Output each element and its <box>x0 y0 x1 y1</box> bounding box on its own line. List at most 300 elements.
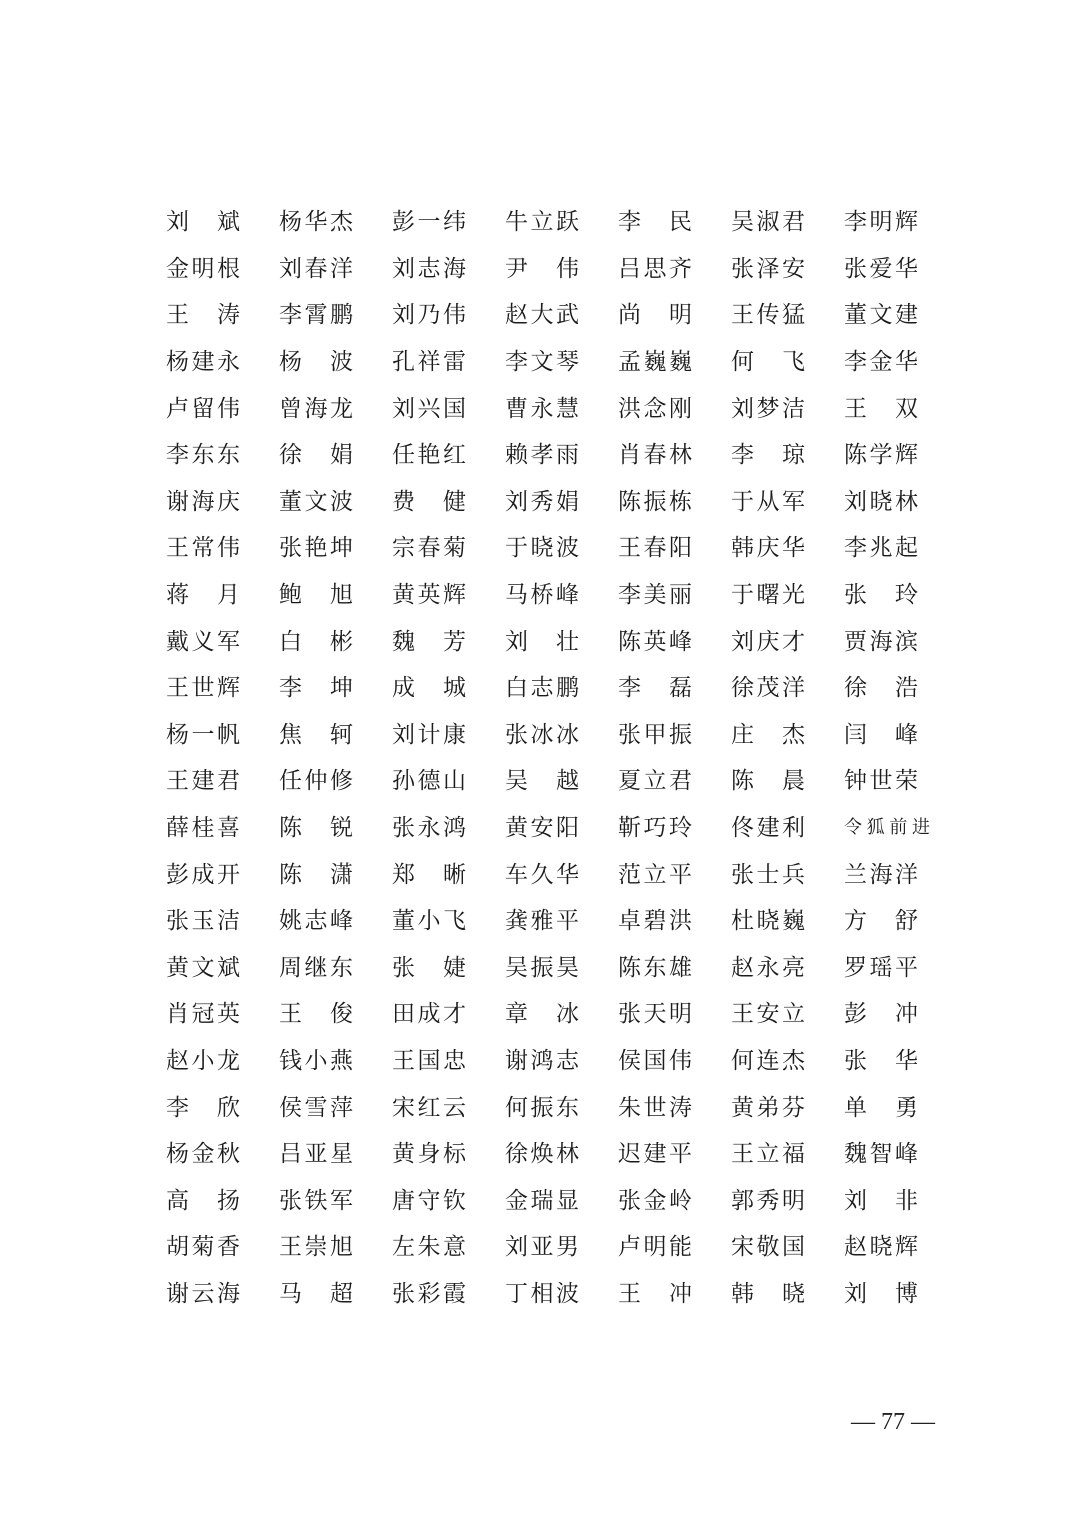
name-cell <box>392 1139 505 1169</box>
name-cell <box>618 906 731 936</box>
name-cell <box>392 207 505 237</box>
name-cell <box>844 394 957 424</box>
person-name: 吴振昊 <box>505 954 579 981</box>
person-name: 白志鹏 <box>505 675 579 702</box>
name-cell <box>618 766 731 796</box>
name-row <box>166 1224 946 1271</box>
person-name: 陈 晨 <box>731 768 805 795</box>
name-cell <box>279 673 392 703</box>
name-cell <box>731 1232 844 1262</box>
person-name: 孙德山 <box>392 768 466 795</box>
name-cell <box>731 254 844 284</box>
person-name: 马桥峰 <box>505 582 579 609</box>
name-row <box>166 339 946 386</box>
name-cell <box>166 254 279 284</box>
name-cell <box>505 1232 618 1262</box>
name-cell <box>731 440 844 470</box>
name-cell <box>731 580 844 610</box>
person-name: 谢鸿志 <box>505 1047 579 1074</box>
person-name: 吕思齐 <box>618 255 692 282</box>
name-row <box>166 1038 946 1085</box>
name-cell <box>618 394 731 424</box>
person-name: 庄 杰 <box>731 721 805 748</box>
name-cell <box>505 720 618 750</box>
name-cell <box>618 673 731 703</box>
name-cell <box>392 580 505 610</box>
person-name: 黄弟芬 <box>731 1094 805 1121</box>
person-name: 肖春林 <box>618 442 692 469</box>
name-cell <box>392 1232 505 1262</box>
person-name: 成 城 <box>392 675 466 702</box>
page-number: — 77 — <box>851 1409 935 1435</box>
person-name: 白 彬 <box>279 628 353 655</box>
name-cell <box>279 1186 392 1216</box>
name-cell <box>618 627 731 657</box>
name-cell <box>618 1232 731 1262</box>
name-cell <box>618 1046 731 1076</box>
person-name: 刘春洋 <box>279 255 353 282</box>
person-name: 姚志峰 <box>279 908 353 935</box>
person-name: 张泽安 <box>731 255 805 282</box>
name-cell <box>279 580 392 610</box>
name-cell <box>279 487 392 517</box>
name-row <box>166 385 946 432</box>
person-name: 任仲修 <box>279 768 353 795</box>
name-cell <box>505 999 618 1029</box>
name-cell <box>279 813 392 843</box>
name-cell <box>279 1139 392 1169</box>
name-cell <box>392 627 505 657</box>
person-name: 尹 伟 <box>505 255 579 282</box>
name-cell <box>505 1093 618 1123</box>
person-name: 李 磊 <box>618 675 692 702</box>
name-cell <box>279 906 392 936</box>
name-cell <box>279 347 392 377</box>
name-cell <box>279 533 392 563</box>
name-cell <box>844 487 957 517</box>
name-cell <box>731 533 844 563</box>
name-cell <box>166 860 279 890</box>
person-name: 侯国伟 <box>618 1047 692 1074</box>
person-name: 章 冰 <box>505 1001 579 1028</box>
person-name: 李 坤 <box>279 675 353 702</box>
person-name: 卢明能 <box>618 1234 692 1261</box>
person-name: 杨金秋 <box>166 1141 240 1168</box>
person-name: 陈东雄 <box>618 954 692 981</box>
person-name: 陈英峰 <box>618 628 692 655</box>
person-name: 吴淑君 <box>731 209 805 236</box>
person-name: 张冰冰 <box>505 721 579 748</box>
name-cell <box>166 766 279 796</box>
name-cell <box>505 1046 618 1076</box>
name-cell <box>505 906 618 936</box>
person-name: 刘 壮 <box>505 628 579 655</box>
name-cell <box>731 1046 844 1076</box>
person-name: 张玉洁 <box>166 908 240 935</box>
person-name: 黄英辉 <box>392 582 466 609</box>
name-cell <box>392 440 505 470</box>
name-cell <box>279 300 392 330</box>
person-name: 周继东 <box>279 954 353 981</box>
person-name: 侯雪萍 <box>279 1094 353 1121</box>
name-cell <box>392 953 505 983</box>
name-cell <box>618 207 731 237</box>
name-cell <box>392 394 505 424</box>
person-name: 彭一纬 <box>392 209 466 236</box>
name-cell <box>618 487 731 517</box>
name-cell <box>166 1232 279 1262</box>
person-name: 兰海洋 <box>844 861 918 888</box>
name-cell <box>618 580 731 610</box>
name-cell <box>279 999 392 1029</box>
name-row <box>166 758 946 805</box>
person-name: 赵小龙 <box>166 1047 240 1074</box>
person-name: 王传猛 <box>731 302 805 329</box>
person-name: 张铁军 <box>279 1187 353 1214</box>
name-cell <box>618 533 731 563</box>
person-name: 刘 非 <box>844 1187 918 1214</box>
name-cell <box>392 1279 505 1309</box>
person-name: 夏立君 <box>618 768 692 795</box>
person-name: 张 华 <box>844 1047 918 1074</box>
name-cell <box>505 1279 618 1309</box>
person-name: 罗瑶平 <box>844 954 918 981</box>
person-name: 赵永亮 <box>731 954 805 981</box>
person-name: 杜晓巍 <box>731 908 805 935</box>
name-cell <box>392 999 505 1029</box>
person-name: 徐焕林 <box>505 1141 579 1168</box>
person-name: 费 健 <box>392 488 466 515</box>
name-cell <box>505 860 618 890</box>
person-name: 王安立 <box>731 1001 805 1028</box>
name-cell <box>279 627 392 657</box>
name-cell <box>844 207 957 237</box>
name-cell <box>844 906 957 936</box>
person-name: 杨一帆 <box>166 721 240 748</box>
name-row <box>166 246 946 293</box>
name-row <box>166 851 946 898</box>
name-cell <box>166 533 279 563</box>
name-cell <box>505 300 618 330</box>
name-cell <box>279 720 392 750</box>
name-row <box>166 805 946 852</box>
person-name: 马 超 <box>279 1280 353 1307</box>
name-cell <box>731 627 844 657</box>
name-cell <box>392 347 505 377</box>
person-name: 张甲振 <box>618 721 692 748</box>
name-cell <box>618 1186 731 1216</box>
person-name: 戴义军 <box>166 628 240 655</box>
name-cell <box>844 347 957 377</box>
person-name: 钱小燕 <box>279 1047 353 1074</box>
name-cell <box>731 860 844 890</box>
person-name: 宗春菊 <box>392 535 466 562</box>
name-cell <box>844 1232 957 1262</box>
name-cell <box>731 1093 844 1123</box>
name-cell <box>166 999 279 1029</box>
name-row <box>166 1131 946 1178</box>
person-name: 王 双 <box>844 395 918 422</box>
person-name: 李 民 <box>618 209 692 236</box>
name-cell <box>505 627 618 657</box>
name-cell <box>844 254 957 284</box>
person-name: 宋红云 <box>392 1094 466 1121</box>
person-name: 赵晓辉 <box>844 1234 918 1261</box>
person-name: 李兆起 <box>844 535 918 562</box>
person-name: 吕亚星 <box>279 1141 353 1168</box>
name-cell <box>844 720 957 750</box>
person-name: 李 欣 <box>166 1094 240 1121</box>
person-name: 李明辉 <box>844 209 918 236</box>
person-name: 杨华杰 <box>279 209 353 236</box>
person-name: 牛立跃 <box>505 209 579 236</box>
name-cell <box>279 254 392 284</box>
person-name: 张 婕 <box>392 954 466 981</box>
name-cell <box>731 720 844 750</box>
person-name: 薛桂喜 <box>166 815 240 842</box>
person-name: 孟巍巍 <box>618 349 692 376</box>
person-name: 闫 峰 <box>844 721 918 748</box>
person-name: 张天明 <box>618 1001 692 1028</box>
person-name: 焦 轲 <box>279 721 353 748</box>
person-name: 范立平 <box>618 861 692 888</box>
person-name: 董文建 <box>844 302 918 329</box>
person-name: 于曙光 <box>731 582 805 609</box>
name-cell <box>279 1093 392 1123</box>
name-cell <box>166 1186 279 1216</box>
name-cell <box>279 860 392 890</box>
person-name: 丁相波 <box>505 1280 579 1307</box>
name-cell <box>505 1186 618 1216</box>
name-cell <box>844 1139 957 1169</box>
person-name: 谢云海 <box>166 1280 240 1307</box>
name-cell <box>279 394 392 424</box>
name-cell <box>166 1093 279 1123</box>
person-name: 佟建利 <box>731 815 805 842</box>
name-cell <box>844 1046 957 1076</box>
name-cell <box>618 860 731 890</box>
person-name: 胡菊香 <box>166 1234 240 1261</box>
name-cell <box>505 394 618 424</box>
person-name: 黄身标 <box>392 1141 466 1168</box>
name-row <box>166 292 946 339</box>
person-name: 尚 明 <box>618 302 692 329</box>
name-cell <box>505 673 618 703</box>
name-cell <box>505 347 618 377</box>
name-cell <box>731 1139 844 1169</box>
person-name: 李美丽 <box>618 582 692 609</box>
person-name: 王世辉 <box>166 675 240 702</box>
person-name: 刘 博 <box>844 1280 918 1307</box>
person-name: 徐 娟 <box>279 442 353 469</box>
person-name: 李霄鹏 <box>279 302 353 329</box>
name-cell <box>731 813 844 843</box>
person-name: 孔祥雷 <box>392 349 466 376</box>
person-name: 卓碧洪 <box>618 908 692 935</box>
person-name: 令狐前进 <box>844 817 930 839</box>
person-name: 韩庆华 <box>731 535 805 562</box>
name-cell <box>392 1093 505 1123</box>
person-name: 陈 潇 <box>279 861 353 888</box>
name-cell <box>166 1139 279 1169</box>
name-cell <box>731 300 844 330</box>
person-name: 王立福 <box>731 1141 805 1168</box>
name-cell <box>731 1186 844 1216</box>
person-name: 郑 晰 <box>392 861 466 888</box>
name-cell <box>731 347 844 377</box>
person-name: 曾海龙 <box>279 395 353 422</box>
person-name: 赵大武 <box>505 302 579 329</box>
name-cell <box>731 999 844 1029</box>
person-name: 蒋 月 <box>166 582 240 609</box>
person-name: 何连杰 <box>731 1047 805 1074</box>
name-cell <box>844 1186 957 1216</box>
person-name: 彭 冲 <box>844 1001 918 1028</box>
person-name: 洪念刚 <box>618 395 692 422</box>
name-cell <box>844 953 957 983</box>
person-name: 靳巧玲 <box>618 815 692 842</box>
name-cell <box>618 953 731 983</box>
person-name: 刘秀娟 <box>505 488 579 515</box>
name-row <box>166 1271 946 1318</box>
person-name: 于晓波 <box>505 535 579 562</box>
name-cell <box>731 1279 844 1309</box>
name-cell <box>166 813 279 843</box>
person-name: 张爱华 <box>844 255 918 282</box>
name-row <box>166 618 946 665</box>
name-cell <box>505 953 618 983</box>
name-cell <box>392 673 505 703</box>
name-cell <box>279 207 392 237</box>
name-row <box>166 712 946 759</box>
name-row <box>166 945 946 992</box>
name-cell <box>505 487 618 517</box>
name-cell <box>731 673 844 703</box>
person-name: 于从军 <box>731 488 805 515</box>
name-cell <box>618 1139 731 1169</box>
name-row <box>166 898 946 945</box>
name-row <box>166 665 946 712</box>
person-name: 方 舒 <box>844 908 918 935</box>
person-name: 吴 越 <box>505 768 579 795</box>
person-name: 高 扬 <box>166 1187 240 1214</box>
name-cell <box>166 347 279 377</box>
person-name: 张彩霞 <box>392 1280 466 1307</box>
name-cell <box>618 440 731 470</box>
name-cell <box>618 1279 731 1309</box>
person-name: 钟世荣 <box>844 768 918 795</box>
name-cell <box>166 300 279 330</box>
person-name: 张永鸿 <box>392 815 466 842</box>
name-cell <box>618 254 731 284</box>
person-name: 金瑞显 <box>505 1187 579 1214</box>
person-name: 贾海滨 <box>844 628 918 655</box>
name-row <box>166 572 946 619</box>
person-name: 谢海庆 <box>166 488 240 515</box>
name-row <box>166 991 946 1038</box>
person-name: 刘庆才 <box>731 628 805 655</box>
name-cell <box>505 533 618 563</box>
person-name: 刘 斌 <box>166 209 240 236</box>
name-cell <box>166 440 279 470</box>
name-cell <box>618 813 731 843</box>
name-cell <box>166 720 279 750</box>
person-name: 王国忠 <box>392 1047 466 1074</box>
name-row <box>166 199 946 246</box>
person-name: 车久华 <box>505 861 579 888</box>
person-name: 黄安阳 <box>505 815 579 842</box>
name-cell <box>166 394 279 424</box>
person-name: 黄文斌 <box>166 954 240 981</box>
person-name: 徐茂洋 <box>731 675 805 702</box>
name-cell <box>505 254 618 284</box>
name-cell <box>618 720 731 750</box>
name-cell <box>731 487 844 517</box>
name-cell <box>392 533 505 563</box>
name-cell <box>618 1093 731 1123</box>
name-cell <box>392 1046 505 1076</box>
person-name: 张 玲 <box>844 582 918 609</box>
name-cell <box>279 1046 392 1076</box>
name-cell <box>392 720 505 750</box>
name-cell <box>731 207 844 237</box>
person-name: 刘乃伟 <box>392 302 466 329</box>
person-name: 赖孝雨 <box>505 442 579 469</box>
name-cell <box>844 1279 957 1309</box>
name-cell <box>731 394 844 424</box>
name-row <box>166 479 946 526</box>
person-name: 刘梦洁 <box>731 395 805 422</box>
name-cell <box>279 766 392 796</box>
person-name: 唐守钦 <box>392 1187 466 1214</box>
name-cell <box>844 813 957 843</box>
person-name: 张金岭 <box>618 1187 692 1214</box>
person-name: 宋敬国 <box>731 1234 805 1261</box>
person-name: 田成才 <box>392 1001 466 1028</box>
name-cell <box>279 1279 392 1309</box>
person-name: 王崇旭 <box>279 1234 353 1261</box>
person-name: 张士兵 <box>731 861 805 888</box>
person-name: 任艳红 <box>392 442 466 469</box>
name-cell <box>392 300 505 330</box>
name-cell <box>731 766 844 796</box>
person-name: 陈 锐 <box>279 815 353 842</box>
name-cell <box>618 347 731 377</box>
name-cell <box>392 487 505 517</box>
person-name: 郭秀明 <box>731 1187 805 1214</box>
person-name: 左朱意 <box>392 1234 466 1261</box>
name-cell <box>731 953 844 983</box>
name-cell <box>844 533 957 563</box>
name-cell <box>844 860 957 890</box>
person-name: 李金华 <box>844 349 918 376</box>
person-name: 金明根 <box>166 255 240 282</box>
name-cell <box>166 1279 279 1309</box>
person-name: 肖冠英 <box>166 1001 240 1028</box>
name-cell <box>279 953 392 983</box>
name-cell <box>166 906 279 936</box>
person-name: 刘兴国 <box>392 395 466 422</box>
person-name: 李 琼 <box>731 442 805 469</box>
name-cell <box>844 673 957 703</box>
name-cell <box>844 300 957 330</box>
person-name: 魏智峰 <box>844 1141 918 1168</box>
name-cell <box>844 766 957 796</box>
name-cell <box>844 440 957 470</box>
name-row <box>166 432 946 479</box>
name-cell <box>166 953 279 983</box>
name-cell <box>505 766 618 796</box>
